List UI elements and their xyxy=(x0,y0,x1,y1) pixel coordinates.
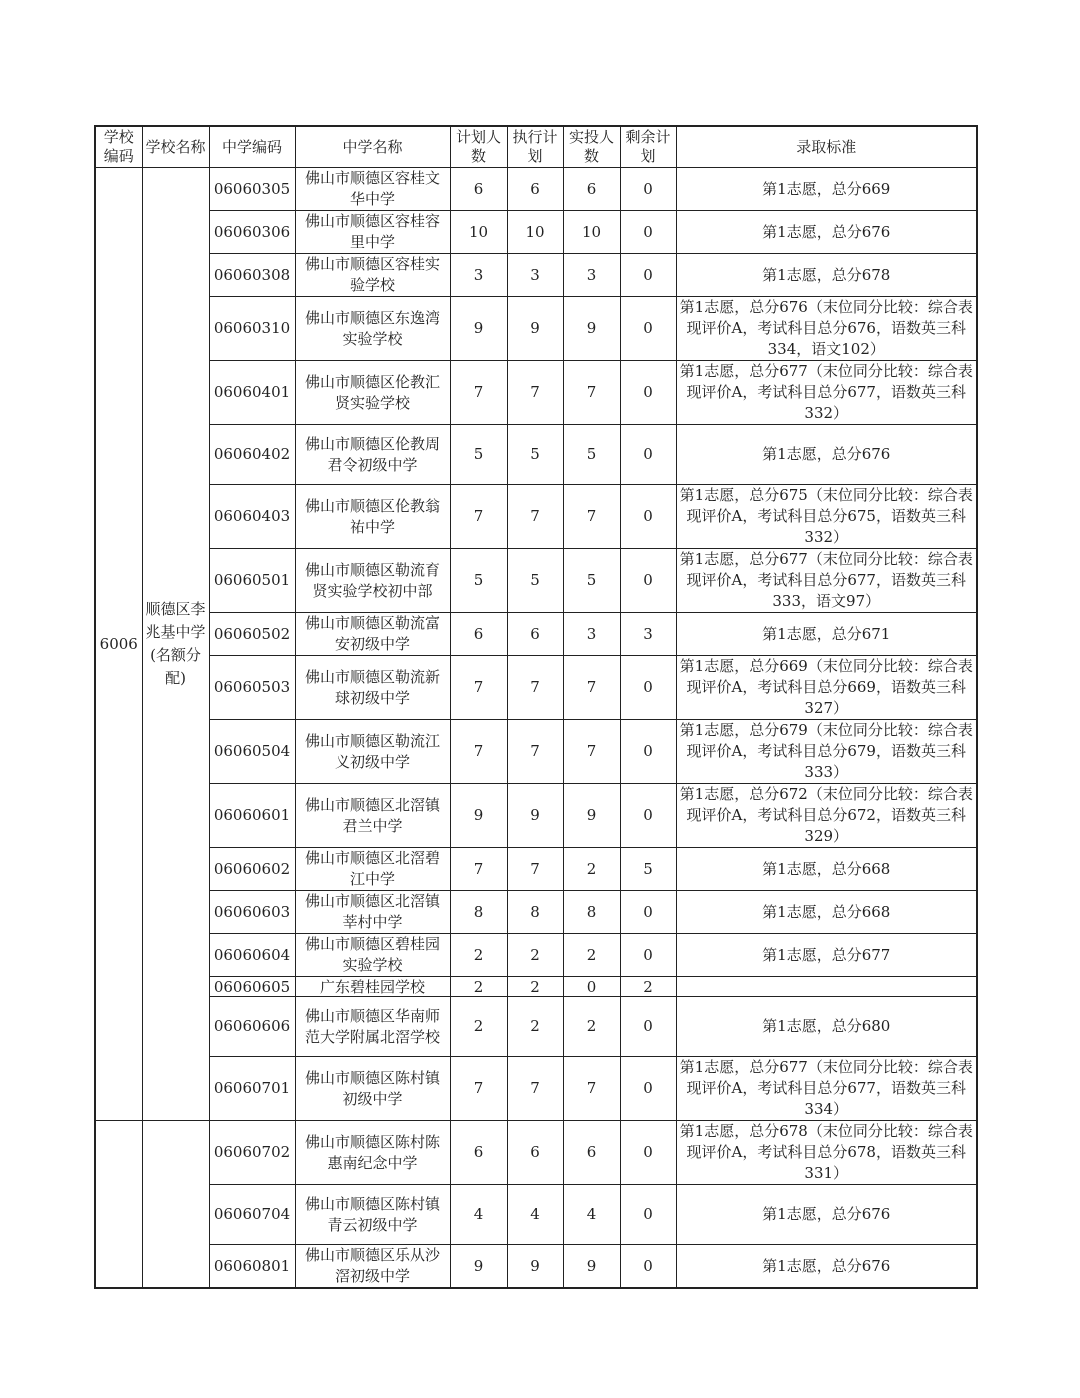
middle-school-name-cell: 佛山市顺德区陈村镇初级中学 xyxy=(295,1057,450,1121)
middle-school-code-cell: 06060310 xyxy=(209,297,295,361)
middle-school-name-cell: 佛山市顺德区碧桂园实验学校 xyxy=(295,934,450,977)
table-row xyxy=(95,891,977,934)
header-actual: 实投人数 xyxy=(563,126,620,168)
middle-school-code-cell: 06060602 xyxy=(209,848,295,891)
planned-count-cell: 8 xyxy=(450,891,507,934)
middle-school-name-cell: 佛山市顺德区北滘镇君兰中学 xyxy=(295,784,450,848)
remaining-plan-cell: 0 xyxy=(620,1245,676,1289)
admission-criteria-cell: 第1志愿，总分675（末位同分比较：综合表现评价A，考试科目总分675，语数英三科332） xyxy=(676,485,977,549)
executed-plan-cell: 7 xyxy=(507,1057,563,1121)
executed-plan-cell: 5 xyxy=(507,425,563,485)
middle-school-name-cell: 佛山市顺德区容桂容里中学 xyxy=(295,211,450,254)
header-planned: 计划人数 xyxy=(450,126,507,168)
admission-table xyxy=(94,125,978,1289)
table-row xyxy=(95,656,977,720)
actual-count-cell: 3 xyxy=(563,254,620,297)
actual-count-cell: 3 xyxy=(563,613,620,656)
actual-count-cell: 9 xyxy=(563,1245,620,1289)
planned-count-cell: 9 xyxy=(450,1245,507,1289)
header-school-name: 学校名称 xyxy=(142,126,209,168)
table-row xyxy=(95,361,977,425)
executed-plan-cell: 2 xyxy=(507,977,563,997)
middle-school-code-cell: 06060403 xyxy=(209,485,295,549)
planned-count-cell: 7 xyxy=(450,1057,507,1121)
table-row xyxy=(95,613,977,656)
header-row xyxy=(95,126,977,168)
planned-count-cell: 9 xyxy=(450,784,507,848)
table-row xyxy=(95,297,977,361)
middle-school-code-cell: 06060502 xyxy=(209,613,295,656)
planned-count-cell: 4 xyxy=(450,1185,507,1245)
school-code-cell-continued xyxy=(95,1121,142,1289)
planned-count-cell: 6 xyxy=(450,168,507,211)
table-row xyxy=(95,997,977,1057)
middle-school-code-cell: 06060401 xyxy=(209,361,295,425)
remaining-plan-cell: 0 xyxy=(620,891,676,934)
middle-school-name-cell: 佛山市顺德区容桂文华中学 xyxy=(295,168,450,211)
actual-count-cell: 6 xyxy=(563,1121,620,1185)
admission-criteria-cell: 第1志愿，总分676 xyxy=(676,425,977,485)
actual-count-cell: 8 xyxy=(563,891,620,934)
remaining-plan-cell: 0 xyxy=(620,656,676,720)
remaining-plan-cell: 0 xyxy=(620,361,676,425)
admission-criteria-cell: 第1志愿，总分680 xyxy=(676,997,977,1057)
planned-count-cell: 10 xyxy=(450,211,507,254)
table-row xyxy=(95,1245,977,1289)
executed-plan-cell: 8 xyxy=(507,891,563,934)
admission-criteria-cell: 第1志愿，总分676 xyxy=(676,1185,977,1245)
actual-count-cell: 7 xyxy=(563,361,620,425)
table-row xyxy=(95,1121,977,1185)
remaining-plan-cell: 5 xyxy=(620,848,676,891)
executed-plan-cell: 9 xyxy=(507,1245,563,1289)
middle-school-code-cell: 06060702 xyxy=(209,1121,295,1185)
table-row xyxy=(95,254,977,297)
planned-count-cell: 6 xyxy=(450,613,507,656)
middle-school-name-cell: 佛山市顺德区陈村镇青云初级中学 xyxy=(295,1185,450,1245)
actual-count-cell: 7 xyxy=(563,656,620,720)
executed-plan-cell: 9 xyxy=(507,784,563,848)
remaining-plan-cell: 0 xyxy=(620,934,676,977)
remaining-plan-cell: 0 xyxy=(620,1185,676,1245)
remaining-plan-cell: 0 xyxy=(620,997,676,1057)
actual-count-cell: 2 xyxy=(563,934,620,977)
planned-count-cell: 7 xyxy=(450,720,507,784)
remaining-plan-cell: 0 xyxy=(620,211,676,254)
remaining-plan-cell: 0 xyxy=(620,254,676,297)
table-row xyxy=(95,211,977,254)
executed-plan-cell: 7 xyxy=(507,848,563,891)
middle-school-name-cell: 佛山市顺德区陈村陈惠南纪念中学 xyxy=(295,1121,450,1185)
admission-criteria-cell: 第1志愿，总分676 xyxy=(676,1245,977,1289)
middle-school-code-cell: 06060601 xyxy=(209,784,295,848)
middle-school-name-cell: 佛山市顺德区乐从沙滘初级中学 xyxy=(295,1245,450,1289)
planned-count-cell: 6 xyxy=(450,1121,507,1185)
actual-count-cell: 5 xyxy=(563,425,620,485)
actual-count-cell: 7 xyxy=(563,485,620,549)
table-row xyxy=(95,549,977,613)
executed-plan-cell: 10 xyxy=(507,211,563,254)
executed-plan-cell: 7 xyxy=(507,656,563,720)
admission-criteria-cell: 第1志愿，总分676（末位同分比较：综合表现评价A，考试科目总分676，语数英三科334，语文102） xyxy=(676,297,977,361)
admission-criteria-cell: 第1志愿，总分678 xyxy=(676,254,977,297)
middle-school-name-cell: 佛山市顺德区北滘镇莘村中学 xyxy=(295,891,450,934)
actual-count-cell: 7 xyxy=(563,720,620,784)
middle-school-name-cell: 佛山市顺德区勒流新球初级中学 xyxy=(295,656,450,720)
middle-school-name-cell: 佛山市顺德区勒流江义初级中学 xyxy=(295,720,450,784)
remaining-plan-cell: 2 xyxy=(620,977,676,997)
middle-school-name-cell: 佛山市顺德区北滘碧江中学 xyxy=(295,848,450,891)
actual-count-cell: 9 xyxy=(563,297,620,361)
planned-count-cell: 2 xyxy=(450,977,507,997)
actual-count-cell: 4 xyxy=(563,1185,620,1245)
table-row xyxy=(95,485,977,549)
planned-count-cell: 9 xyxy=(450,297,507,361)
table-row xyxy=(95,720,977,784)
remaining-plan-cell: 0 xyxy=(620,1121,676,1185)
table-row xyxy=(95,1185,977,1245)
middle-school-name-cell: 佛山市顺德区勒流富安初级中学 xyxy=(295,613,450,656)
table-row xyxy=(95,1057,977,1121)
middle-school-name-cell: 佛山市顺德区伦教汇贤实验学校 xyxy=(295,361,450,425)
header-middle-school-name: 中学名称 xyxy=(295,126,450,168)
admission-criteria-cell: 第1志愿，总分671 xyxy=(676,613,977,656)
actual-count-cell: 5 xyxy=(563,549,620,613)
admission-criteria-cell: 第1志愿，总分678（末位同分比较：综合表现评价A，考试科目总分678，语数英三科331） xyxy=(676,1121,977,1185)
admission-criteria-cell: 第1志愿，总分668 xyxy=(676,891,977,934)
actual-count-cell: 7 xyxy=(563,1057,620,1121)
middle-school-code-cell: 06060306 xyxy=(209,211,295,254)
planned-count-cell: 2 xyxy=(450,934,507,977)
executed-plan-cell: 6 xyxy=(507,613,563,656)
actual-count-cell: 6 xyxy=(563,168,620,211)
middle-school-code-cell: 06060503 xyxy=(209,656,295,720)
middle-school-code-cell: 06060305 xyxy=(209,168,295,211)
executed-plan-cell: 6 xyxy=(507,168,563,211)
admission-criteria-cell: 第1志愿，总分677（末位同分比较：综合表现评价A，考试科目总分677，语数英三科332） xyxy=(676,361,977,425)
middle-school-code-cell: 06060801 xyxy=(209,1245,295,1289)
middle-school-code-cell: 06060603 xyxy=(209,891,295,934)
header-remaining: 剩余计划 xyxy=(620,126,676,168)
planned-count-cell: 5 xyxy=(450,549,507,613)
header-criteria: 录取标准 xyxy=(676,126,977,168)
middle-school-code-cell: 06060701 xyxy=(209,1057,295,1121)
remaining-plan-cell: 0 xyxy=(620,168,676,211)
admission-criteria-cell: 第1志愿，总分679（末位同分比较：综合表现评价A，考试科目总分679，语数英三科333） xyxy=(676,720,977,784)
middle-school-code-cell: 06060402 xyxy=(209,425,295,485)
middle-school-name-cell: 佛山市顺德区华南师范大学附属北滘学校 xyxy=(295,997,450,1057)
table-row xyxy=(95,848,977,891)
admission-criteria-cell: 第1志愿，总分677（末位同分比较：综合表现评价A，考试科目总分677，语数英三科333，语文97） xyxy=(676,549,977,613)
header-executed: 执行计划 xyxy=(507,126,563,168)
actual-count-cell: 0 xyxy=(563,977,620,997)
remaining-plan-cell: 0 xyxy=(620,1057,676,1121)
middle-school-code-cell: 06060504 xyxy=(209,720,295,784)
planned-count-cell: 7 xyxy=(450,848,507,891)
table-row xyxy=(95,168,977,211)
admission-criteria-cell: 第1志愿，总分669（末位同分比较：综合表现评价A，考试科目总分669，语数英三科327） xyxy=(676,656,977,720)
middle-school-code-cell: 06060308 xyxy=(209,254,295,297)
executed-plan-cell: 7 xyxy=(507,720,563,784)
admission-criteria-cell: 第1志愿，总分677（末位同分比较：综合表现评价A，考试科目总分677，语数英三科334） xyxy=(676,1057,977,1121)
admission-criteria-cell: 第1志愿，总分677 xyxy=(676,934,977,977)
header-school-code: 学校编码 xyxy=(95,126,142,168)
admission-criteria-cell xyxy=(676,977,977,997)
remaining-plan-cell: 0 xyxy=(620,297,676,361)
planned-count-cell: 2 xyxy=(450,997,507,1057)
admission-criteria-cell: 第1志愿，总分668 xyxy=(676,848,977,891)
middle-school-code-cell: 06060704 xyxy=(209,1185,295,1245)
remaining-plan-cell: 0 xyxy=(620,549,676,613)
remaining-plan-cell: 0 xyxy=(620,784,676,848)
executed-plan-cell: 7 xyxy=(507,361,563,425)
middle-school-code-cell: 06060606 xyxy=(209,997,295,1057)
executed-plan-cell: 9 xyxy=(507,297,563,361)
actual-count-cell: 9 xyxy=(563,784,620,848)
planned-count-cell: 7 xyxy=(450,485,507,549)
middle-school-name-cell: 佛山市顺德区伦教周君令初级中学 xyxy=(295,425,450,485)
admission-criteria-cell: 第1志愿，总分669 xyxy=(676,168,977,211)
middle-school-code-cell: 06060604 xyxy=(209,934,295,977)
planned-count-cell: 7 xyxy=(450,656,507,720)
header-middle-school-code: 中学编码 xyxy=(209,126,295,168)
middle-school-code-cell: 06060501 xyxy=(209,549,295,613)
school-name-cell-continued xyxy=(142,1121,209,1289)
table-row xyxy=(95,784,977,848)
middle-school-name-cell: 佛山市顺德区勒流育贤实验学校初中部 xyxy=(295,549,450,613)
remaining-plan-cell: 0 xyxy=(620,720,676,784)
admission-criteria-cell: 第1志愿，总分676 xyxy=(676,211,977,254)
actual-count-cell: 2 xyxy=(563,848,620,891)
school-code-cell: 6006 xyxy=(95,168,142,1121)
remaining-plan-cell: 3 xyxy=(620,613,676,656)
executed-plan-cell: 4 xyxy=(507,1185,563,1245)
executed-plan-cell: 2 xyxy=(507,934,563,977)
actual-count-cell: 2 xyxy=(563,997,620,1057)
remaining-plan-cell: 0 xyxy=(620,425,676,485)
executed-plan-cell: 5 xyxy=(507,549,563,613)
actual-count-cell: 10 xyxy=(563,211,620,254)
school-name-cell: 顺德区李兆基中学(名额分配) xyxy=(142,168,209,1121)
middle-school-name-cell: 佛山市顺德区容桂实验学校 xyxy=(295,254,450,297)
planned-count-cell: 5 xyxy=(450,425,507,485)
middle-school-code-cell: 06060605 xyxy=(209,977,295,997)
table-row xyxy=(95,934,977,977)
admission-criteria-cell: 第1志愿，总分672（末位同分比较：综合表现评价A，考试科目总分672，语数英三科329） xyxy=(676,784,977,848)
executed-plan-cell: 7 xyxy=(507,485,563,549)
executed-plan-cell: 6 xyxy=(507,1121,563,1185)
planned-count-cell: 3 xyxy=(450,254,507,297)
middle-school-name-cell: 广东碧桂园学校 xyxy=(295,977,450,997)
planned-count-cell: 7 xyxy=(450,361,507,425)
middle-school-name-cell: 佛山市顺德区伦教翁祐中学 xyxy=(295,485,450,549)
remaining-plan-cell: 0 xyxy=(620,485,676,549)
table-row xyxy=(95,977,977,997)
executed-plan-cell: 2 xyxy=(507,997,563,1057)
table-row xyxy=(95,425,977,485)
middle-school-name-cell: 佛山市顺德区东逸湾实验学校 xyxy=(295,297,450,361)
executed-plan-cell: 3 xyxy=(507,254,563,297)
